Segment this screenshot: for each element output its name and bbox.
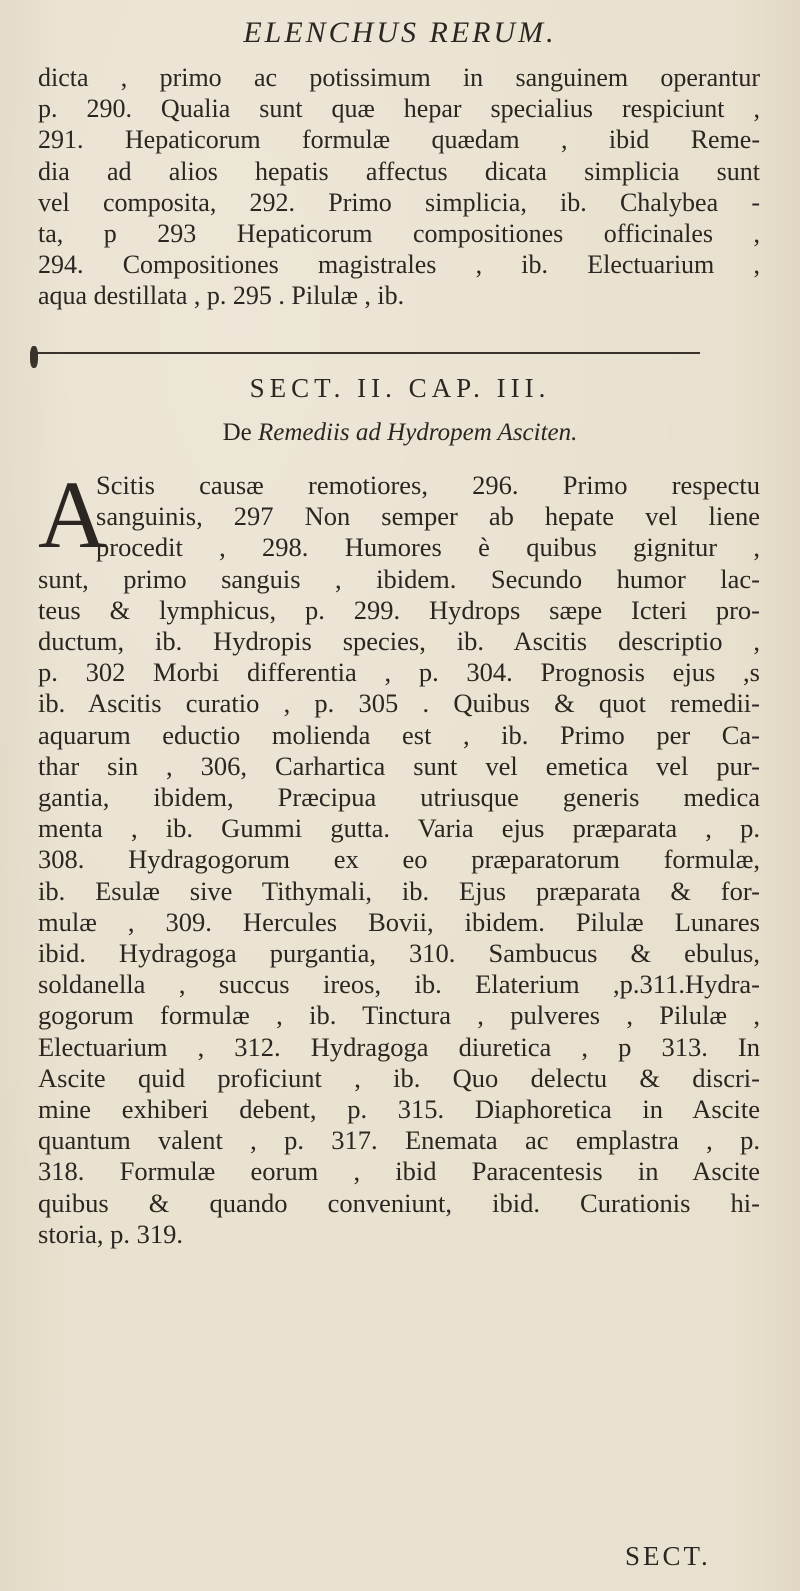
text-line: Ascite quid proficiunt , ib. Quo delectu & discri- — [38, 1062, 760, 1093]
text-line: teus & lymphicus, p. 299. Hydrops sæpe Icteri pro- — [38, 594, 760, 625]
text-line: quibus & quando conveniunt, ibid. Curationis hi- — [38, 1187, 760, 1218]
text-line: 294. Compositiones magistrales , ib. Electuarium , — [38, 250, 760, 280]
text-line: 308. Hydragogorum ex eo præparatorum formulæ, — [38, 844, 760, 875]
section-heading: SECT. II. CAP. III. — [249, 373, 551, 403]
text-line: thar sin , 306, Carhartica sunt vel emetica vel pur- — [38, 750, 760, 781]
text-line: Electuarium , 312. Hydragoga diuretica , p 313. In — [38, 1031, 760, 1062]
text-line: sanguinis, 297 Non semper ab hepate vel liene — [96, 501, 760, 532]
text-line: ibid. Hydragoga purgantia, 310. Sambucus & ebulus, — [38, 938, 760, 969]
text-line: ib. Ascitis curatio , p. 305 . Quibus & quot remedii- — [38, 688, 760, 719]
subtitle-italic: Remediis ad Hydropem Asciten. — [258, 419, 578, 446]
text-line: gantia, ibidem, Præcipua utriusque generis medica — [38, 782, 760, 813]
rule-ornament — [30, 346, 38, 368]
running-head: ELENCHUS RERUM. — [243, 16, 557, 49]
text-line: dicta , primo ac potissimum in sanguinem operantur — [38, 63, 760, 92]
text-line: gogorum formulæ , ib. Tinctura , pulveres , Pilulæ , — [38, 1000, 760, 1031]
section-rule — [30, 352, 700, 354]
text-line: ductum, ib. Hydropis species, ib. Ascitis descriptio , — [38, 626, 760, 657]
text-line: storia, p. 319. — [38, 1218, 183, 1249]
text-line: soldanella , succus ireos, ib. Elaterium ,p.311.Hydra- — [38, 969, 760, 1000]
catchword: SECT. — [625, 1541, 711, 1571]
text-line: vel composita, 292. Primo simplicia, ib. Chalybea - — [38, 187, 760, 217]
section-subtitle — [0, 418, 800, 448]
text-line: aqua destillata , p. 295 . Pilulæ , ib. — [38, 281, 405, 311]
text-line: Scitis causæ remotiores, 296. Primo respectu — [96, 470, 760, 500]
drop-initial: A — [38, 461, 108, 568]
text-line: sunt, primo sanguis , ibidem. Secundo humor lac- — [38, 563, 760, 594]
text-line: mine exhiberi debent, p. 315. Diaphoretica in Ascite — [38, 1094, 760, 1125]
text-line: mulæ , 309. Hercules Bovii, ibidem. Pilulæ Lunares — [38, 906, 760, 937]
text-line: p. 302 Morbi differentia , p. 304. Prognosis ejus ,s — [38, 657, 760, 688]
subtitle-prefix: De — [222, 419, 259, 446]
text-line: menta , ib. Gummi gutta. Varia ejus præparata , p. — [38, 813, 760, 844]
text-line: procedit , 298. Humores è quibus gignitur , — [96, 532, 760, 563]
text-line: ta, p 293 Hepaticorum compositiones officinales , — [38, 219, 760, 249]
text-line: p. 290. Qualia sunt quæ hepar specialius respiciunt , — [38, 94, 760, 124]
text-line: ib. Esulæ sive Tithymali, ib. Ejus præparata & for- — [38, 875, 760, 906]
top-paragraph — [38, 62, 760, 312]
text-line: dia ad alios hepatis affectus dicata simplicia sunt — [38, 156, 760, 186]
main-paragraph — [38, 461, 760, 1250]
text-line: 318. Formulæ eorum , ibid Paracentesis in Ascite — [38, 1156, 760, 1187]
text-line: quantum valent , p. 317. Enemata ac emplastra , p. — [38, 1125, 760, 1156]
text-line: aquarum eductio molienda est , ib. Primo per Ca- — [38, 719, 760, 750]
text-line: 291. Hepaticorum formulæ quædam , ibid Reme- — [38, 125, 760, 155]
